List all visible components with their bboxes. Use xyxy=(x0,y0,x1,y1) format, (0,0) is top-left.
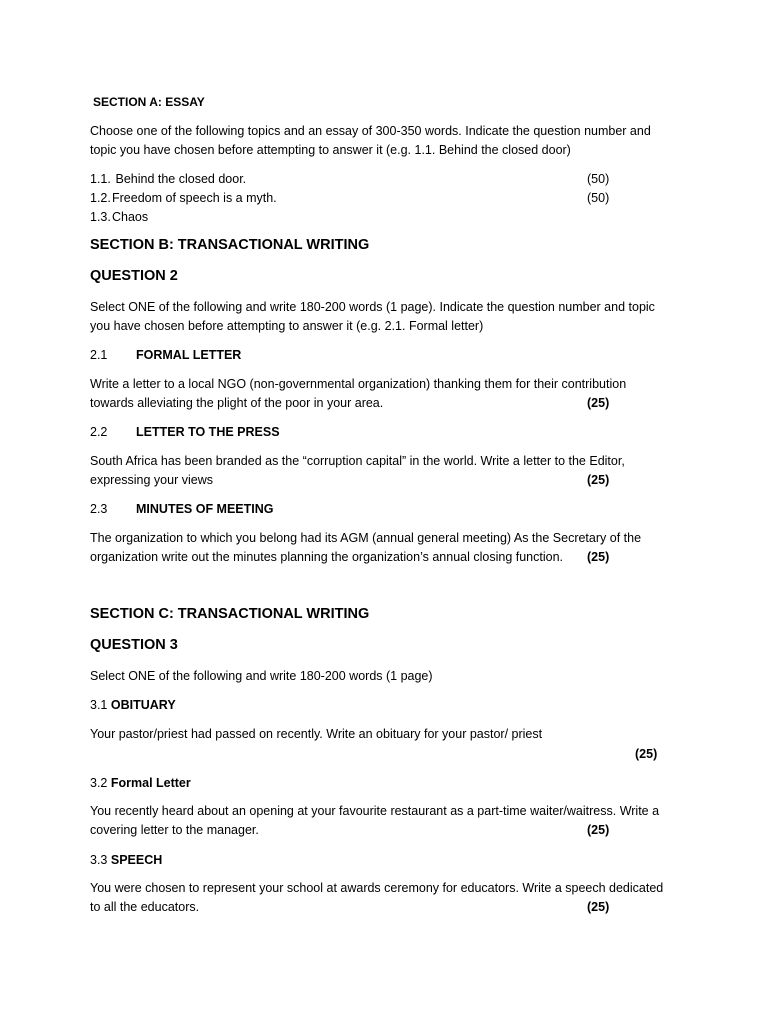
item-number: 2.2 xyxy=(90,425,108,439)
topic-marks: (50) xyxy=(587,172,610,186)
topic-number: 1.2. xyxy=(90,191,111,205)
item-title: OBITUARY xyxy=(110,698,176,712)
item-number: 2.1 xyxy=(90,348,108,362)
item-text: towards alleviating the plight of the poor in your area. xyxy=(90,396,384,410)
item-title: FORMAL LETTER xyxy=(136,348,242,362)
item-text: You were chosen to represent your school at awards ceremony for educators. Write a speech dedicated xyxy=(90,881,664,895)
item-marks: (25) xyxy=(587,900,610,914)
item-heading xyxy=(90,774,191,793)
topic-text: Freedom of speech is a myth. xyxy=(112,191,277,205)
item-text: Write a letter to a local NGO (non-governmental organization) thanking them for their contribution xyxy=(90,377,627,391)
section-a-intro: Choose one of the following topics and an essay of 300-350 words. Indicate the question number and xyxy=(90,124,651,138)
item-title: Formal Letter xyxy=(110,776,191,790)
item-text: to all the educators. xyxy=(90,900,200,914)
item-marks: (25) xyxy=(587,550,610,564)
item-number: 3.3 xyxy=(90,853,108,867)
question-3-heading: QUESTION 3 xyxy=(90,637,178,653)
item-text: covering letter to the manager. xyxy=(90,823,259,837)
topic-number: 1.1. xyxy=(90,172,111,186)
section-b-intro: Select ONE of the following and write 180-200 words (1 page). Indicate the question number and topic xyxy=(90,300,655,314)
item-number: 2.3 xyxy=(90,502,108,516)
item-heading xyxy=(90,423,280,442)
section-c-heading: SECTION C: TRANSACTIONAL WRITING xyxy=(90,606,370,622)
section-c-intro: Select ONE of the following and write 180-200 words (1 page) xyxy=(90,669,433,683)
item-marks: (25) xyxy=(587,473,610,487)
topic-item xyxy=(90,170,246,189)
item-title: LETTER TO THE PRESS xyxy=(136,425,280,439)
item-text: The organization to which you belong had its AGM (annual general meeting) As the Secretary of the xyxy=(90,531,642,545)
topic-text: Behind the closed door. xyxy=(115,172,247,186)
section-b-heading: SECTION B: TRANSACTIONAL WRITING xyxy=(90,237,370,253)
item-number: 3.2 xyxy=(90,776,108,790)
item-marks: (25) xyxy=(635,747,658,761)
section-a-intro: topic you have chosen before attempting to answer it (e.g. 1.1. Behind the closed door) xyxy=(90,143,571,157)
item-marks: (25) xyxy=(587,396,610,410)
item-heading xyxy=(90,696,176,715)
item-text: You recently heard about an opening at your favourite restaurant as a part-time waiter/waitress. Write a xyxy=(90,804,660,818)
item-heading xyxy=(90,346,241,365)
item-title: MINUTES OF MEETING xyxy=(136,502,274,516)
item-text: South Africa has been branded as the “corruption capital” in the world. Write a letter to the Editor, xyxy=(90,454,625,468)
topic-item xyxy=(90,208,148,227)
item-title: SPEECH xyxy=(110,853,163,867)
item-text: expressing your views xyxy=(90,473,213,487)
question-2-heading: QUESTION 2 xyxy=(90,268,178,284)
item-number: 3.1 xyxy=(90,698,108,712)
item-text: Your pastor/priest had passed on recently. Write an obituary for your pastor/ priest xyxy=(90,727,543,741)
item-heading xyxy=(90,851,162,870)
item-text: organization write out the minutes planning the organization’s annual closing function. xyxy=(90,550,563,564)
section-a-heading: SECTION A: ESSAY xyxy=(93,95,205,109)
item-heading xyxy=(90,500,274,519)
item-marks: (25) xyxy=(587,823,610,837)
topic-item xyxy=(90,189,277,208)
section-b-intro: you have chosen before attempting to answer it (e.g. 2.1. Formal letter) xyxy=(90,319,484,333)
topic-text: Chaos xyxy=(112,210,149,224)
topic-marks: (50) xyxy=(587,191,610,205)
topic-number: 1.3. xyxy=(90,210,111,224)
